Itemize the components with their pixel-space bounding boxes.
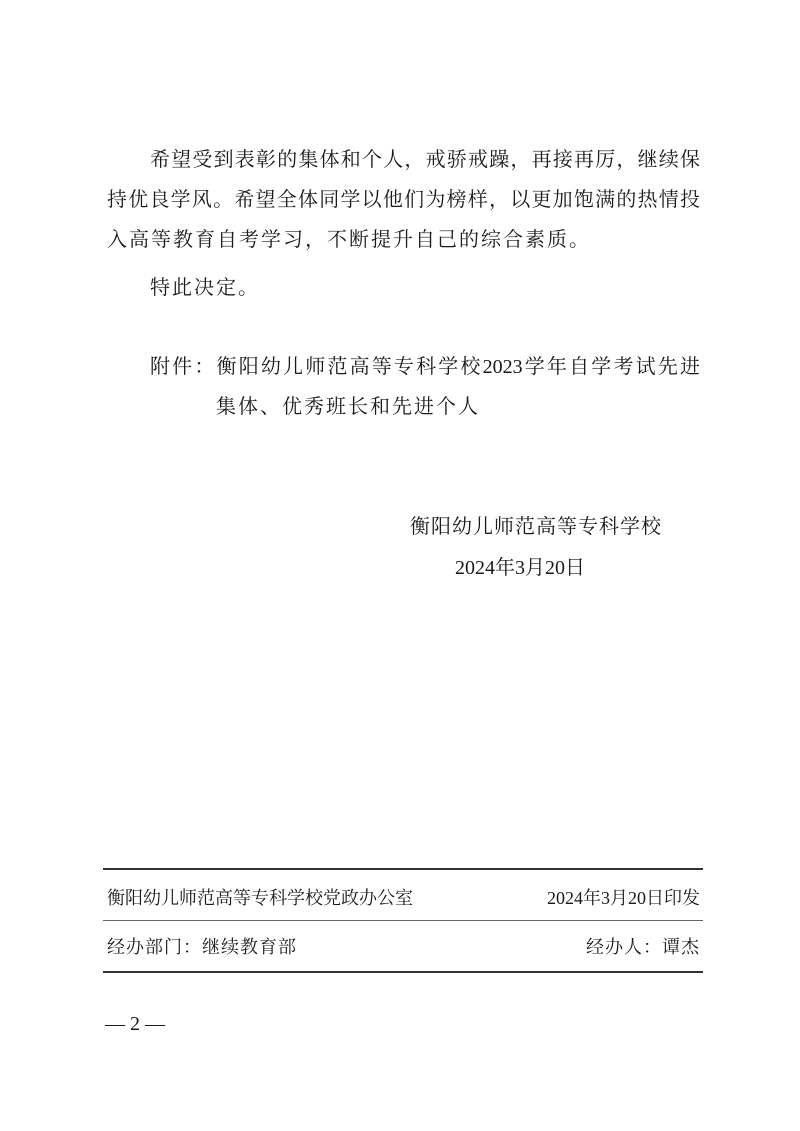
footer-issue-date: 2024年3月20日印发 xyxy=(547,888,700,908)
footer-rule-top xyxy=(103,868,703,870)
footer-rule-bottom xyxy=(103,971,703,973)
footer-department: 经办部门：继续教育部 xyxy=(107,937,297,957)
paragraph-line-3: 入高等教育自考学习，不断提升自己的综合素质。 xyxy=(107,229,591,251)
signature-org: 衡阳幼儿师范高等专科学校 xyxy=(410,516,662,538)
footer-issuer: 衡阳幼儿师范高等专科学校党政办公室 xyxy=(107,888,413,908)
paragraph-line-1: 希望受到表彰的集体和个人，戒骄戒躁，再接再厉，继续保 xyxy=(150,149,700,171)
signature-date: 2024年3月20日 xyxy=(455,557,585,579)
attachment-line-1: 附件：衡阳幼儿师范高等专科学校2023学年自学考试先进 xyxy=(150,356,700,378)
page-number: — 2 — xyxy=(105,1013,165,1035)
paragraph-line-2: 持优良学风。希望全体同学以他们为榜样，以更加饱满的热情投 xyxy=(107,189,700,211)
footer-rule-middle xyxy=(103,920,703,921)
attachment-line-2: 集体、优秀班长和先进个人 xyxy=(216,396,480,418)
footer-handler: 经办人：谭杰 xyxy=(586,937,700,957)
closing-text: 特此决定。 xyxy=(150,277,260,299)
